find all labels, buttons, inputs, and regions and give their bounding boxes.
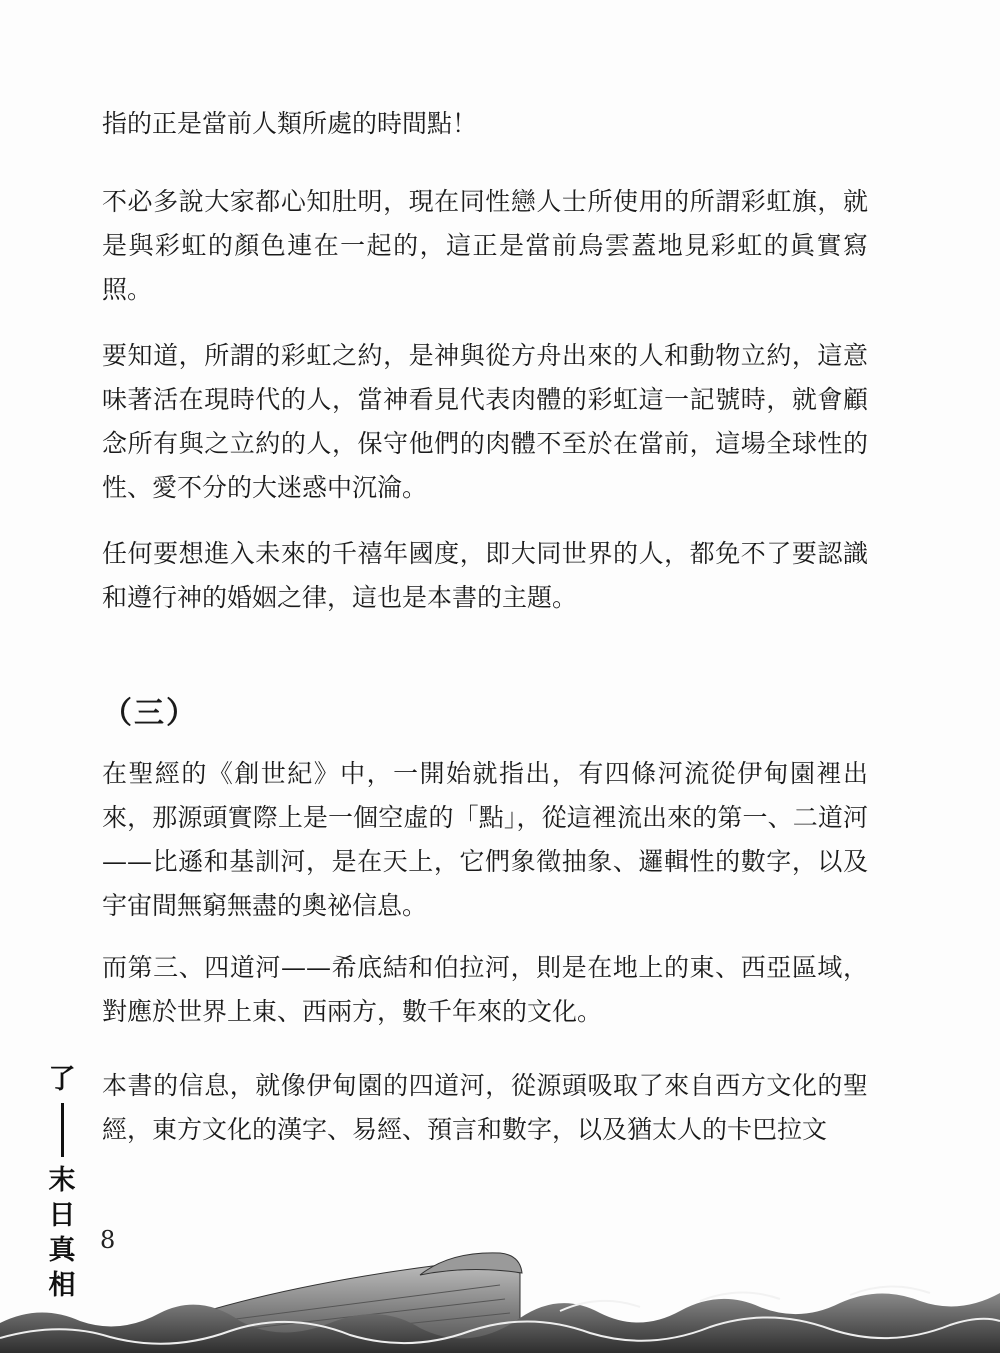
paragraph-3: 要知道，所謂的彩虹之約，是神與從方舟出來的人和動物立約，這意味著活在現時代的人，當神看見代表肉體的彩虹這一記號時，就會顧念所有與之立約的人，保守他們的肉體不至於在當前，這場全球性的性、愛不分的大迷惑中沉淪。 xyxy=(102,341,868,502)
paragraph-1: 指的正是當前人類所處的時間點！ xyxy=(102,109,478,138)
paragraph-2: 不必多說大家都心知肚明，現在同性戀人士所使用的所謂彩虹旗，就是與彩虹的顏色連在一起的，這正是當前烏雲蓋地見彩虹的眞實寫照。 xyxy=(102,187,868,304)
section-paragraph-2: 而第三、四道河——希底結和伯拉河，則是在地上的東、西亞區域，對應於世界上東、西兩方，數千年來的文化。 xyxy=(102,953,868,1026)
section-paragraph-3: 本書的信息，就像伊甸園的四道河，從源頭吸取了來自西方文化的聖經，東方文化的漢字、易經、預言和數字，以及猶太人的卡巴拉文 xyxy=(102,1071,868,1144)
book-title-char: 了 xyxy=(48,1064,76,1095)
book-title-char: 相 xyxy=(48,1270,76,1301)
book-title-char: 真 xyxy=(48,1235,76,1266)
book-title-char: 末 xyxy=(48,1165,76,1196)
section-heading: （三） xyxy=(102,696,198,731)
paragraph-4: 任何要想進入未來的千禧年國度，即大同世界的人，都免不了要認識和遵行神的婚姻之律，這也是本書的主題。 xyxy=(102,539,868,612)
title-dash xyxy=(61,1103,64,1157)
book-title-char: 日 xyxy=(48,1200,76,1231)
page-number: 8 xyxy=(100,1226,116,1254)
section-paragraph-1: 在聖經的《創世紀》中，一開始就指出，有四條河流從伊甸園裡出來，那源頭實際上是一個空虛的「點」，從這裡流出來的第一、二道河——比遜和基訓河，是在天上，它們象徵抽象、邏輯性的數字，以及宇宙間無窮無盡的奧祕信息。 xyxy=(102,759,868,920)
ark-on-waves-illustration xyxy=(0,1203,1000,1353)
